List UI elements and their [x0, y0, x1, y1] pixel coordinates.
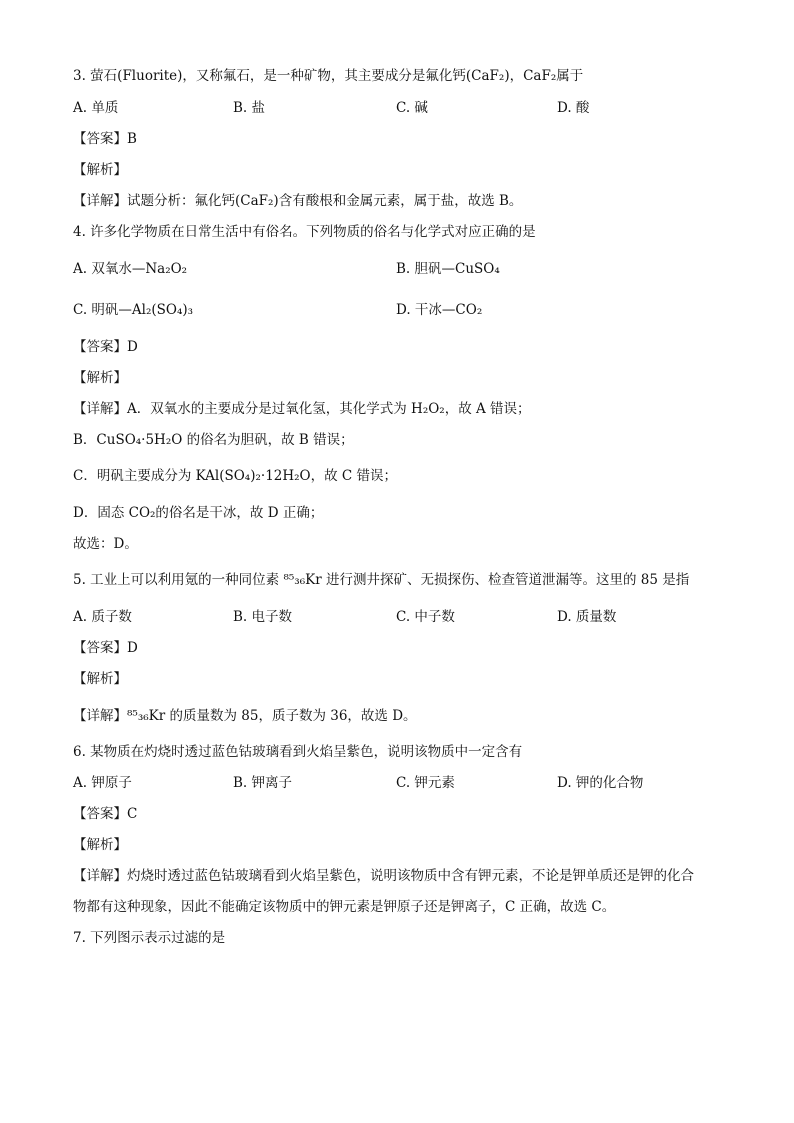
- q5-option-c: C. 中子数: [396, 609, 455, 625]
- q3-analysis: 【解析】: [73, 162, 127, 178]
- q6-option-c: C. 钾元素: [396, 775, 455, 791]
- q5-answer: 【答案】D: [73, 640, 138, 656]
- q6-option-b: B. 钾离子: [233, 775, 293, 791]
- q4-option-c: C. 明矾—Al₂(SO₄)₃: [73, 302, 194, 318]
- q4-conclusion: 故选：D。: [73, 536, 138, 552]
- q6-analysis: 【解析】: [73, 837, 127, 853]
- q6-detail-line2: 物都有这种现象，因此不能确定该物质中的钾元素是钾原子还是钾离子，C 正确，故选 C。: [73, 899, 616, 915]
- q4-option-b: B. 胆矾—CuSO₄: [396, 261, 500, 277]
- q6-detail-line1: 【详解】灼烧时透过蓝色钴玻璃看到火焰呈紫色，说明该物质中含有钾元素，不论是钾单质还是钾的化合: [73, 868, 694, 884]
- q3-option-c: C. 碱: [396, 100, 428, 116]
- q4-detail-a: 【详解】A．双氧水的主要成分是过氧化氢，其化学式为 H₂O₂，故 A 错误；: [73, 401, 531, 417]
- q3-answer: 【答案】B: [73, 131, 137, 147]
- q5-detail: 【详解】⁸⁵₃₆Kr 的质量数为 85，质子数为 36，故选 D。: [73, 708, 417, 724]
- q4-analysis: 【解析】: [73, 370, 127, 386]
- q7-stem: 7. 下列图示表示过滤的是: [73, 930, 226, 946]
- q4-detail-b: B．CuSO₄·5H₂O 的俗名为胆矾，故 B 错误；: [73, 432, 354, 448]
- q3-option-a: A. 单质: [73, 100, 119, 116]
- q3-detail: 【详解】试题分析：氟化钙(CaF₂)含有酸根和金属元素，属于盐，故选 B。: [73, 193, 523, 209]
- q4-detail-c: C．明矾主要成分为 KAl(SO₄)₂·12H₂O，故 C 错误；: [73, 468, 398, 484]
- q4-stem: 4. 许多化学物质在日常生活中有俗名。下列物质的俗名与化学式对应正确的是: [73, 224, 536, 240]
- q6-stem: 6. 某物质在灼烧时透过蓝色钴玻璃看到火焰呈紫色，说明该物质中一定含有: [73, 744, 523, 760]
- q5-option-d: D. 质量数: [557, 609, 617, 625]
- q6-option-d: D. 钾的化合物: [557, 775, 644, 791]
- q3-option-d: D. 酸: [557, 100, 590, 116]
- q6-option-a: A. 钾原子: [73, 775, 132, 791]
- q6-answer: 【答案】C: [73, 806, 138, 822]
- q4-detail-d: D．固态 CO₂的俗名是干冰，故 D 正确；: [73, 505, 324, 521]
- q3-stem: 3. 萤石(Fluorite)，又称氟石，是一种矿物，其主要成分是氟化钙(CaF₂)，CaF₂属于: [73, 68, 584, 84]
- q5-analysis: 【解析】: [73, 671, 127, 687]
- q4-answer: 【答案】D: [73, 339, 138, 355]
- q5-stem: 5. 工业上可以利用氪的一种同位素 ⁸⁵₃₆Kr 进行测井探矿、无损探伤、检查管道泄漏等。这里的 85 是指: [73, 572, 690, 588]
- q4-option-a: A. 双氧水—Na₂O₂: [73, 261, 188, 277]
- q4-option-d: D. 干冰—CO₂: [396, 302, 483, 318]
- q5-option-b: B. 电子数: [233, 609, 293, 625]
- q3-option-b: B. 盐: [233, 100, 266, 116]
- q5-option-a: A. 质子数: [73, 609, 132, 625]
